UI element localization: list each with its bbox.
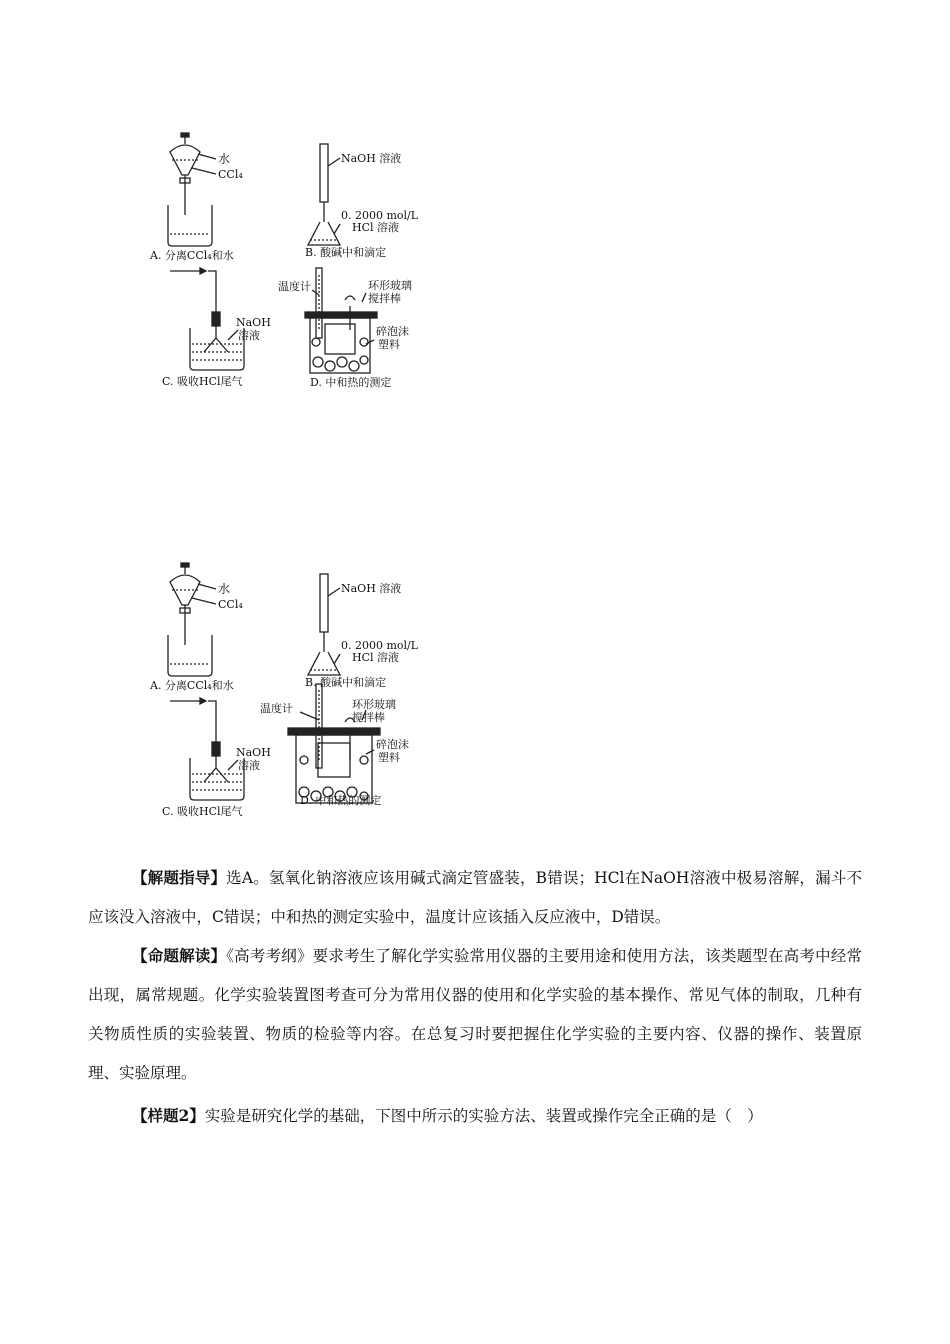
foam-label-1: 碎泡沫 (376, 738, 409, 751)
stirrer-label-1: 环形玻璃 (352, 698, 396, 711)
naoh-solution-label: NaOH 溶液 (341, 152, 402, 165)
hcl-conc-label: 0. 2000 mol/L (341, 639, 419, 652)
naoh-label: NaOH (236, 316, 271, 329)
apparatus-figure-1 (140, 130, 430, 390)
proposition-interpretation-body: 《高考考纲》要求考生了解化学实验常用仪器的主要用途和使用方法，该类题型在高考中经常出现，属常规题。化学实验装置图考查可分为常用仪器的使用和化学实验的基本操作、常见气体的制取，几种有关物质性质的实验装置、物质的检验等内容。在总复习时要把握住化学实验的主要内容、仪器的操作、装置原理、实验原理。 (88, 947, 862, 1082)
stirrer-label-2: 搅拌棒 (368, 292, 401, 305)
caption-b: B. 酸碱中和滴定 (305, 676, 387, 689)
hcl-solution-label: HCl 溶液 (352, 651, 400, 664)
water-label: 水 (218, 152, 231, 166)
heat-of-neutralization-diagram (305, 268, 377, 373)
solution-guide-paragraph (88, 858, 862, 937)
foam-label-2: 塑料 (378, 751, 400, 764)
thermometer-label: 温度计 (278, 280, 311, 293)
ccl4-label: CCl₄ (218, 598, 243, 611)
titration-diagram (308, 574, 340, 675)
foam-label-2: 塑料 (378, 338, 400, 351)
hcl-absorption-diagram (170, 698, 244, 800)
solution-label: 溶液 (238, 329, 260, 342)
proposition-interpretation-label: 【命题解读】 (132, 946, 227, 965)
hcl-solution-label: HCl 溶液 (352, 221, 400, 234)
titration-diagram (308, 144, 340, 245)
separatory-funnel-diagram (168, 563, 216, 676)
caption-c: C. 吸收HCl尾气 (162, 805, 243, 818)
caption-b: B. 酸碱中和滴定 (305, 246, 387, 259)
naoh-solution-label: NaOH 溶液 (341, 582, 402, 595)
caption-c: C. 吸收HCl尾气 (162, 375, 243, 388)
solution-guide-body: 选A。氢氧化钠溶液应该用碱式滴定管盛装，B错误；HCl在NaOH溶液中极易溶解，漏斗不应该没入溶液中，C错误；中和热的测定实验中，温度计应该插入反应液中，D错误。 (88, 869, 862, 926)
ccl4-label: CCl₄ (218, 168, 243, 181)
caption-d: D. 中和热的测定 (300, 794, 382, 807)
hcl-conc-label: 0. 2000 mol/L (341, 209, 419, 222)
stirrer-label-2: 搅拌棒 (352, 711, 385, 724)
proposition-interpretation-paragraph (88, 936, 862, 1093)
caption-a: A. 分离CCl₄和水 (150, 679, 234, 692)
caption-a: A. 分离CCl₄和水 (150, 249, 234, 262)
water-label: 水 (218, 582, 231, 596)
solution-label: 溶液 (238, 759, 260, 772)
caption-d: D. 中和热的测定 (310, 376, 392, 389)
stirrer-label-1: 环形玻璃 (368, 279, 412, 292)
apparatus-figure-2 (140, 560, 430, 822)
separatory-funnel-diagram (168, 133, 216, 246)
hcl-absorption-diagram (170, 268, 244, 370)
example-question-label: 【样题2】 (132, 1106, 205, 1125)
naoh-label: NaOH (236, 746, 271, 759)
example-question-paragraph (88, 1096, 862, 1136)
example-question-body: 实验是研究化学的基础，下图中所示的实验方法、装置或操作完全正确的是（ ） (204, 1107, 763, 1125)
solution-guide-label: 【解题指导】 (132, 868, 227, 887)
thermometer-label: 温度计 (260, 702, 293, 715)
foam-label-1: 碎泡沫 (376, 325, 409, 338)
